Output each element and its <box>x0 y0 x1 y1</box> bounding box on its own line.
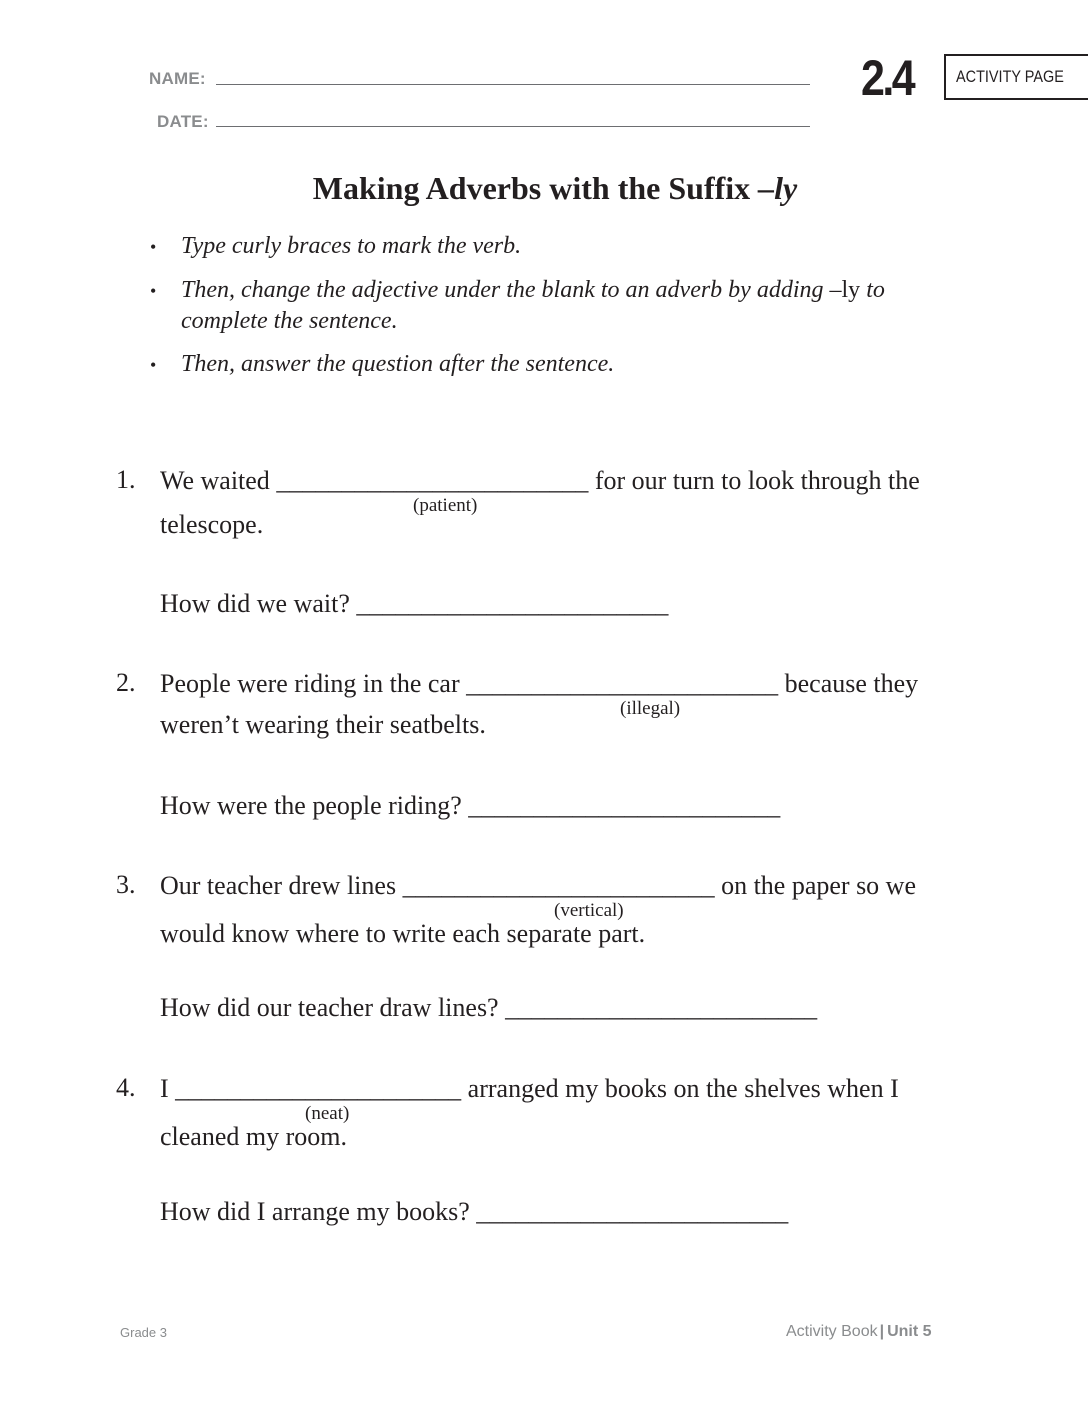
sentence-start: People were riding in the car <box>160 669 460 698</box>
question-text: How did our teacher draw lines? <box>160 993 499 1022</box>
question-text: How did we wait? <box>160 589 350 618</box>
answer-blank[interactable]: ______________________ <box>175 1074 462 1103</box>
instruction-text-line2: complete the sentence. <box>181 308 398 334</box>
sentence-start: I <box>160 1074 169 1103</box>
name-label: NAME: <box>149 69 206 88</box>
question-sentence <box>160 668 918 700</box>
sentence-line2: cleaned my room. <box>160 1122 347 1151</box>
footer-separator: | <box>879 1323 885 1340</box>
follow-up-question <box>160 992 817 1024</box>
sentence-line2: telescope. <box>160 510 264 539</box>
footer-unit: Unit 5 <box>887 1323 932 1340</box>
question-sentence <box>160 1073 899 1105</box>
page-title <box>0 170 1088 207</box>
footer-book: Activity Book <box>786 1323 878 1340</box>
activity-number: 2.4 <box>861 50 914 106</box>
sentence-end: because they <box>784 669 919 698</box>
sentence-end: for our turn to look through the <box>594 466 920 495</box>
adjective-hint: (patient) <box>413 495 478 516</box>
instruction-text: Then, answer the question after the sentence. <box>181 351 615 377</box>
follow-up-question <box>160 588 668 620</box>
sentence-end: arranged my books on the shelves when I <box>467 1074 899 1103</box>
question-answer-blank[interactable]: ________________________ <box>476 1197 789 1226</box>
answer-blank[interactable]: ________________________ <box>466 669 779 698</box>
bullet-icon: • <box>150 355 157 375</box>
question-answer-blank[interactable]: ________________________ <box>505 993 818 1022</box>
question-sentence <box>160 870 916 902</box>
question-number: 2. <box>116 668 136 697</box>
instruction-text: Then, change the adjective under the blank to an adverb by adding –ly to <box>181 277 885 303</box>
question-number: 3. <box>116 870 136 899</box>
activity-page-box <box>944 54 1088 100</box>
answer-blank[interactable]: ________________________ <box>402 871 715 900</box>
activity-page-label: ACTIVITY PAGE <box>956 67 1064 86</box>
title-suffix: –ly <box>758 170 798 206</box>
question-text: How did I arrange my books? <box>160 1197 470 1226</box>
follow-up-question <box>160 790 780 822</box>
instruction-text: Type curly braces to mark the verb. <box>181 233 522 259</box>
sentence-end: on the paper so we <box>721 871 916 900</box>
date-label: DATE: <box>157 112 209 131</box>
footer-book-info <box>786 1323 932 1341</box>
adjective-hint: (illegal) <box>620 698 681 719</box>
question-answer-blank[interactable]: ________________________ <box>356 589 669 618</box>
bullet-icon: • <box>150 237 157 257</box>
adjective-hint: (neat) <box>305 1103 350 1124</box>
sentence-line2: weren’t wearing their seatbelts. <box>160 710 486 739</box>
date-line[interactable] <box>216 126 810 127</box>
answer-blank[interactable]: ________________________ <box>276 466 589 495</box>
footer-grade: Grade 3 <box>120 1325 167 1340</box>
adjective-hint: (vertical) <box>554 900 624 921</box>
question-number: 4. <box>116 1073 136 1102</box>
sentence-line2: would know where to write each separate part. <box>160 919 646 948</box>
sentence-start: Our teacher drew lines <box>160 871 397 900</box>
follow-up-question <box>160 1196 788 1228</box>
name-line[interactable] <box>216 84 810 85</box>
question-sentence <box>160 465 920 497</box>
title-main: Making Adverbs with the Suffix <box>312 170 759 206</box>
question-text: How were the people riding? <box>160 791 462 820</box>
question-answer-blank[interactable]: ________________________ <box>468 791 781 820</box>
sentence-start: We waited <box>160 466 270 495</box>
question-number: 1. <box>116 465 136 494</box>
bullet-icon: • <box>150 281 157 301</box>
